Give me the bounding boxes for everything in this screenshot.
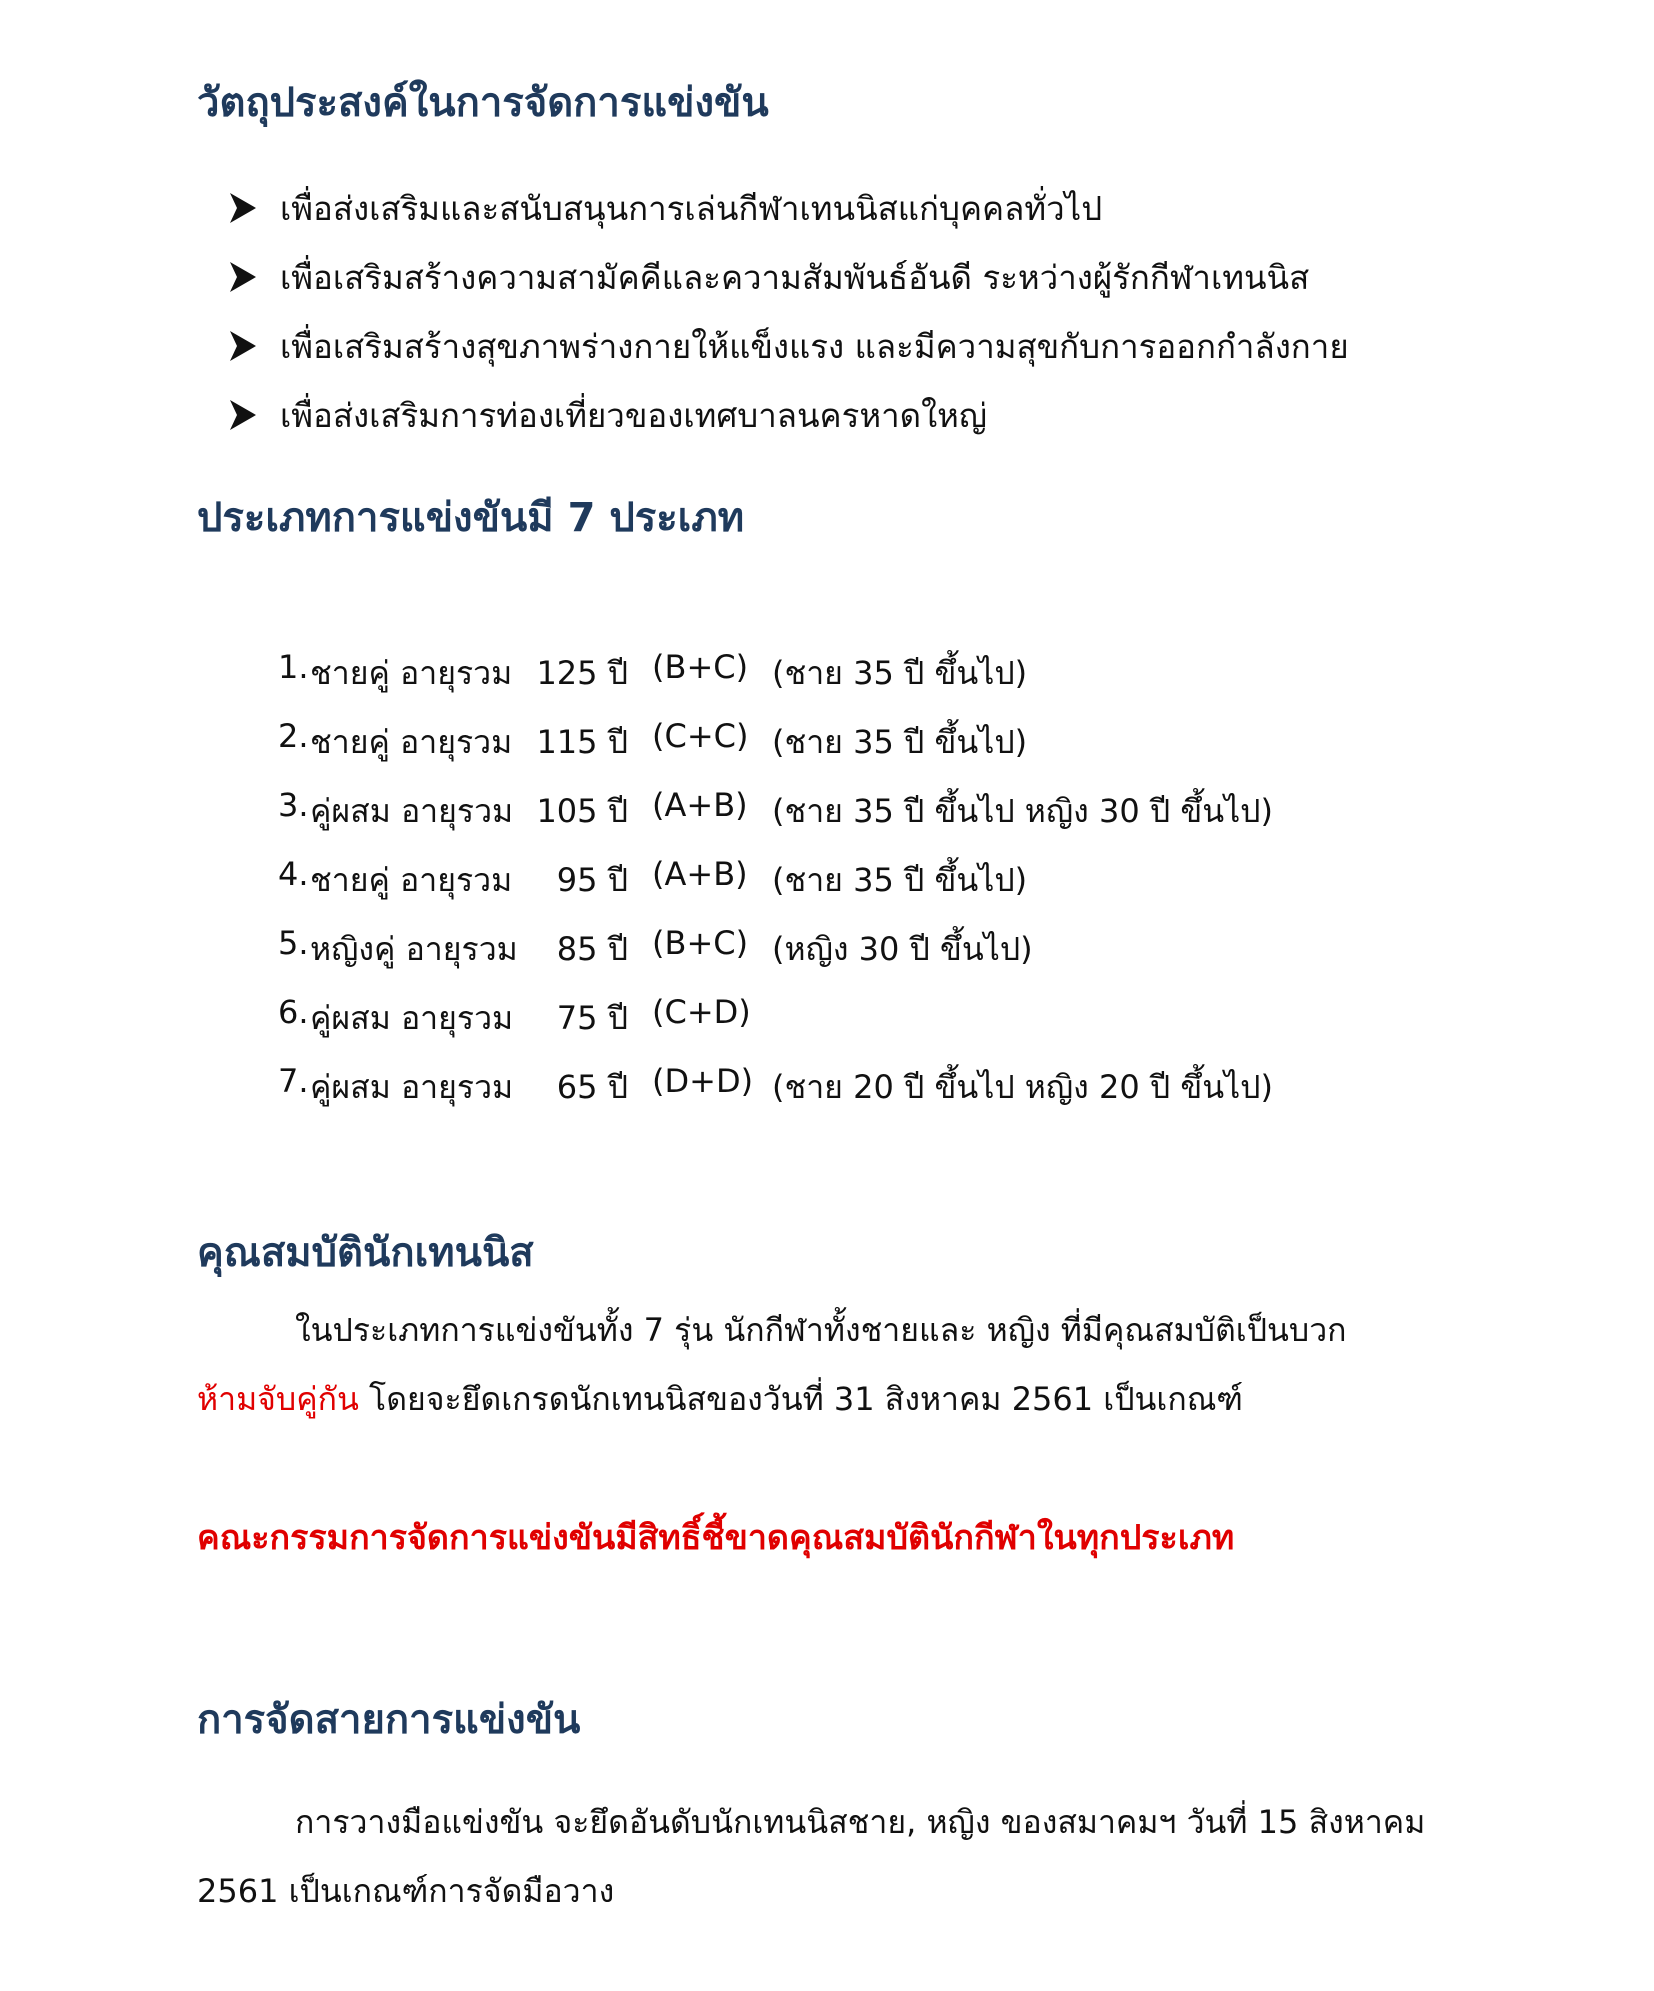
category-grades: (D+D): [652, 1062, 754, 1100]
category-number: 3.: [278, 786, 309, 824]
objective-item: [228, 186, 1102, 230]
category-number: 2.: [278, 717, 309, 755]
category-type: ชายคู่ อายุรวม: [310, 861, 513, 899]
category-type: ชายคู่ อายุรวม: [310, 654, 513, 692]
category-age: 65 ปี: [556, 1068, 628, 1106]
draw-heading: การจัดสายการแข่งขัน: [197, 1697, 581, 1743]
objectives-heading: วัตถุประสงค์ในการจัดการแข่งขัน: [197, 80, 769, 126]
objective-text: เพื่อส่งเสริมการท่องเที่ยวของเทศบาลนครหาดใหญ่: [280, 395, 988, 435]
category-type: คู่ผสม อายุรวม: [310, 1068, 514, 1106]
objective-item: [228, 393, 987, 437]
qualifications-line-1: ในประเภทการแข่งขันทั้ง 7 รุ่น นักกีฬาทั้งชายและ หญิง ที่มีคุณสมบัติเป็นบวก: [295, 1311, 1347, 1349]
category-grades: (C+D): [652, 993, 751, 1031]
category-condition: (หญิง 30 ปี ขึ้นไป): [772, 930, 1033, 968]
category-grades: (B+C): [652, 924, 749, 962]
category-number: 1.: [278, 648, 309, 686]
category-age: 115 ปี: [536, 723, 628, 761]
no-pairing-warning: ห้ามจับคู่กัน: [197, 1380, 359, 1418]
grade-rule-text: โดยจะยึดเกรดนักเทนนิสของวันที่ 31 สิงหาคม 2561 เป็นเกณฑ์: [358, 1380, 1243, 1418]
category-condition: (ชาย 35 ปี ขึ้นไป): [772, 723, 1028, 761]
category-type: ชายคู่ อายุรวม: [310, 723, 513, 761]
category-condition: (ชาย 35 ปี ขึ้นไป): [772, 654, 1028, 692]
objective-text: เพื่อเสริมสร้างความสามัคคีและความสัมพันธ์อันดี ระหว่างผู้รักกีฬาเทนนิส: [280, 257, 1310, 297]
category-type: คู่ผสม อายุรวม: [310, 792, 514, 830]
category-condition: (ชาย 35 ปี ขึ้นไป หญิง 30 ปี ขึ้นไป): [772, 792, 1273, 830]
category-age: 75 ปี: [556, 999, 628, 1037]
category-condition: (ชาย 35 ปี ขึ้นไป): [772, 861, 1028, 899]
category-condition: (ชาย 20 ปี ขึ้นไป หญิง 20 ปี ขึ้นไป): [772, 1068, 1273, 1106]
categories-heading: ประเภทการแข่งขันมี 7 ประเภท: [197, 495, 745, 541]
committee-note: คณะกรรมการจัดการแข่งขันมีสิทธิ์ชี้ขาดคุณสมบัตินักกีฬาในทุกประเภท: [197, 1518, 1235, 1558]
objective-text: เพื่อส่งเสริมและสนับสนุนการเล่นกีฬาเทนนิสแก่บุคคลทั่วไป: [280, 188, 1103, 228]
category-grades: (A+B): [652, 786, 748, 824]
category-type: หญิงคู่ อายุรวม: [310, 930, 518, 968]
category-age: 95 ปี: [556, 861, 628, 899]
category-age: 85 ปี: [556, 930, 628, 968]
objective-item: [228, 324, 1349, 368]
objective-item: [228, 255, 1309, 299]
category-number: 4.: [278, 855, 309, 893]
arrowhead-bullet-icon: [228, 260, 258, 294]
category-grades: (A+B): [652, 855, 748, 893]
category-age: 125 ปี: [536, 654, 628, 692]
category-age: 105 ปี: [536, 792, 628, 830]
objective-text: เพื่อเสริมสร้างสุขภาพร่างกายให้แข็งแรง และมีความสุขกับการออกกำลังกาย: [280, 326, 1349, 366]
arrowhead-bullet-icon: [228, 398, 258, 432]
category-grades: (B+C): [652, 648, 749, 686]
qualifications-heading: คุณสมบัตินักเทนนิส: [197, 1230, 534, 1276]
draw-line-2: 2561 เป็นเกณฑ์การจัดมือวาง: [197, 1872, 615, 1910]
category-grades: (C+C): [652, 717, 749, 755]
draw-line-1: การวางมือแข่งขัน จะยึดอันดับนักเทนนิสชาย, หญิง ของสมาคมฯ วันที่ 15 สิงหาคม: [295, 1803, 1426, 1841]
arrowhead-bullet-icon: [228, 191, 258, 225]
category-type: คู่ผสม อายุรวม: [310, 999, 514, 1037]
category-number: 5.: [278, 924, 309, 962]
category-number: 6.: [278, 993, 309, 1031]
qualifications-line-2: [197, 1374, 1243, 1425]
arrowhead-bullet-icon: [228, 329, 258, 363]
category-number: 7.: [278, 1062, 309, 1100]
